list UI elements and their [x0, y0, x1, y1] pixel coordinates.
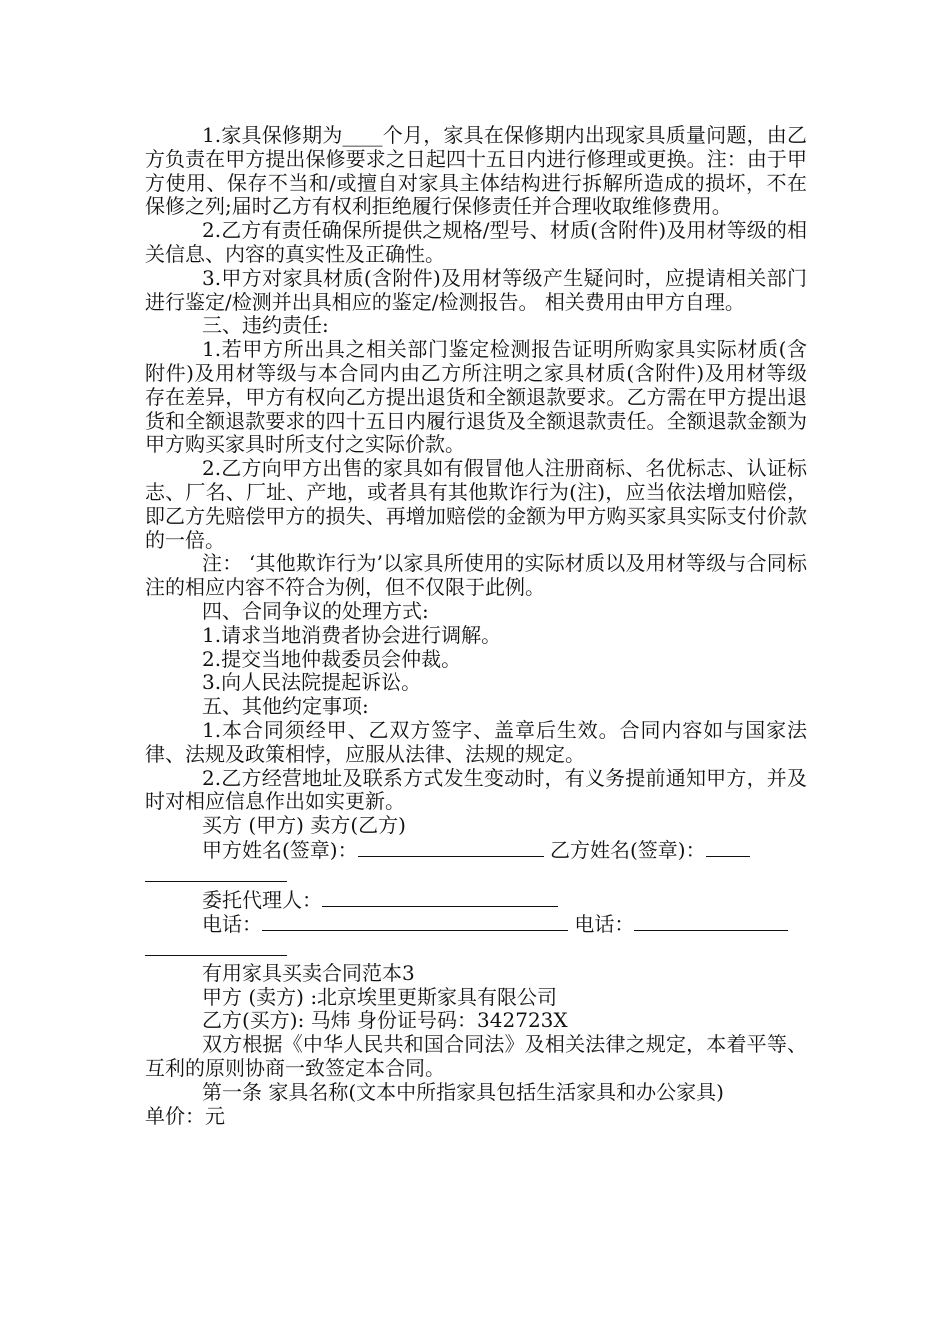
signature-name-line: [145, 838, 807, 863]
contract3-unit-price: 单价：元: [145, 1103, 225, 1128]
other-heading: 五、其他约定事项:: [202, 694, 369, 719]
warranty-item-2: 2.乙方有责任确保所提供之规格/型号、材质(含附件)及用材等级的相关信息、内容的真实性及正确性。: [145, 218, 807, 266]
phone-blank-1: [262, 912, 568, 931]
buyer-name-blank: [358, 838, 544, 857]
phone-label-1: 电话：: [202, 912, 262, 937]
phone-continuation: [145, 937, 807, 962]
contract3-article-1: 第一条 家具名称(文本中所指家具包括生活家具和办公家具): [202, 1079, 724, 1104]
dispute-heading: 四、合同争议的处理方式:: [202, 598, 429, 623]
contract3-title: 有用家具买卖合同范本3: [202, 960, 415, 985]
phone-label-2: 电话：: [574, 912, 635, 937]
phone-blank-cont: [145, 937, 287, 956]
other-item-2: 2.乙方经营地址及联系方式发生变动时，有义务提前通知甲方，并及时对相应信息作出如实更新。: [145, 765, 807, 814]
buyer-name-label: 甲方姓名(签章)：: [202, 837, 358, 862]
signature-parties: 买方 (甲方) 卖方(乙方): [202, 813, 406, 838]
dispute-item-1: 1.请求当地消费者协会进行调解。: [202, 622, 502, 647]
agent-label: 委托代理人：: [202, 887, 322, 912]
phone-line: [145, 912, 807, 937]
seller-name-blank: [706, 838, 750, 857]
contract-page: [145, 124, 807, 1128]
dispute-item-2: 2.提交当地仲裁委员会仲裁。: [202, 646, 462, 671]
signature-name-continuation: [145, 863, 807, 888]
other-item-1: 1.本合同须经甲、乙双方签字、盖章后生效。合同内容如与国家法律、法规及政策相悖，应服从法律、法规的规定。: [145, 717, 807, 766]
seller-name-blank-cont: [145, 863, 287, 882]
seller-name-label: 乙方姓名(签章)：: [549, 837, 706, 862]
breach-heading: 三、违约责任:: [202, 313, 329, 338]
warranty-item-1: 1.家具保修期为____个月，家具在保修期内出现家具质量问题，由乙方负责在甲方提出保修要求之日起四十五日内进行修理或更换。注：由于甲方使用、保存不当和/或擅自对家具主体结构进行拆解所造成的损坏，不在保修之列;届时乙方有权利拒绝履行保修责任并合理收取维修费用。: [145, 123, 807, 219]
breach-note: 注： ‘其他欺诈行为’以家具所使用的实际材质以及用材等级与合同标注的相应内容不符合为例，但不仅限于此例。: [145, 551, 807, 600]
warranty-item-3: 3.甲方对家具材质(含附件)及用材等级产生疑问时，应提请相关部门进行鉴定/检测并出具相应的鉴定/检测报告。 相关费用由甲方自理。: [145, 265, 807, 314]
dispute-item-3: 3.向人民法院提起诉讼。: [202, 670, 422, 695]
contract3-party-b: 乙方(买方): 马炜 身份证号码：342723X: [202, 1008, 568, 1033]
phone-blank-2: [634, 912, 788, 931]
breach-item-1: 1.若甲方所出具之相关部门鉴定检测报告证明所购家具实际材质(含附件)及用材等级与本合同内由乙方所注明之家具材质(含附件)及用材等级存在差异，甲方有权向乙方提出退货和全额退款要求。乙方需在甲方提出退货和全额退款要求的四十五日内履行退货及全额退款责任。全额退款金额为甲方购买家具时所支付之实际价款。: [145, 337, 807, 457]
agent-blank: [322, 888, 558, 907]
contract3-preamble: 双方根据《中华人民共和国合同法》及相关法律之规定，本着平等、互利的原则协商一致签定本合同。: [145, 1032, 807, 1081]
breach-item-2: 2.乙方向甲方出售的家具如有假冒他人注册商标、名优标志、认证标志、厂名、厂址、产地，或者具有其他欺诈行为(注)，应当依法增加赔偿，即乙方先赔偿甲方的损失、再增加赔偿的金额为甲方购买家具实际支付价款的一倍。: [145, 456, 807, 552]
contract3-party-a: 甲方 (卖方) :北京埃里更斯家具有限公司: [202, 984, 558, 1009]
agent-line: [145, 888, 807, 913]
